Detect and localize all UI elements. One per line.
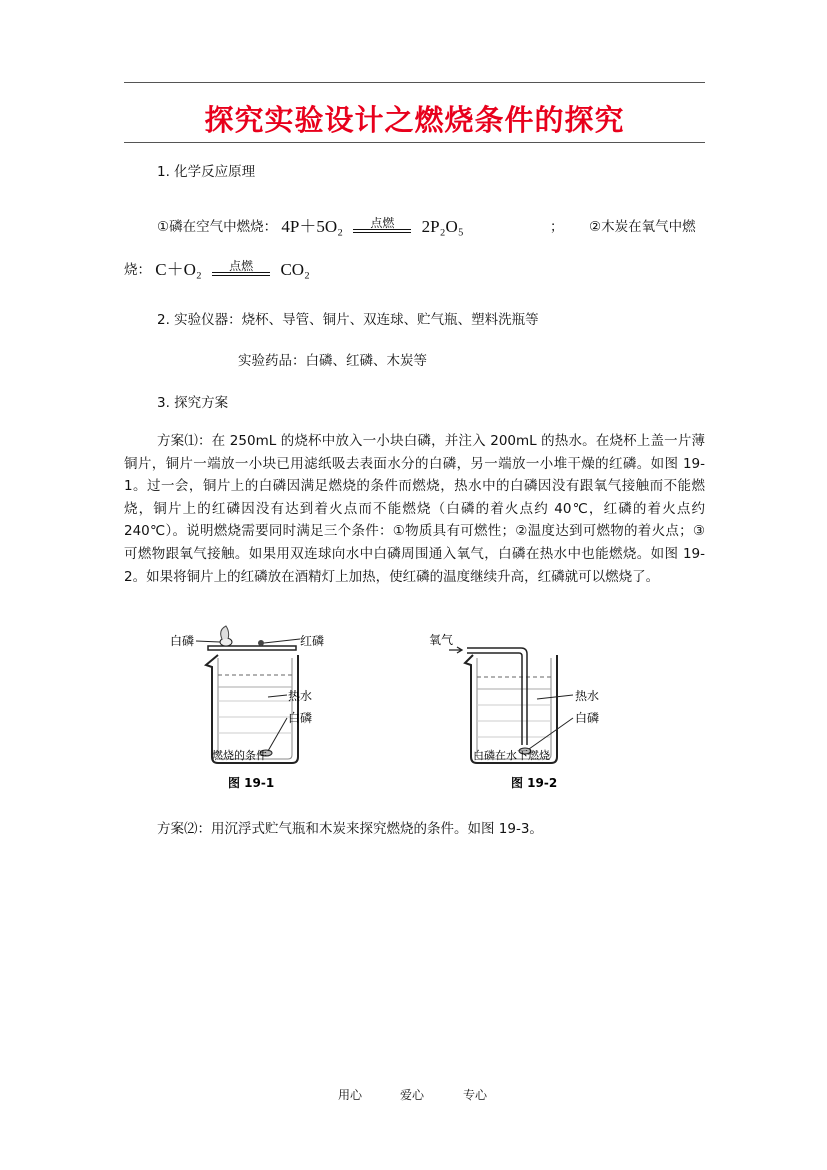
oxygen-arrow-icon: [449, 647, 462, 653]
equation-line-2: [124, 259, 310, 281]
section-heading-principle: 1. 化学反应原理: [157, 164, 256, 180]
header-rule-top: [124, 82, 705, 83]
figure-1-caption: 图 19-1: [228, 776, 275, 790]
beaker-outline: [465, 655, 557, 763]
flame: [221, 626, 229, 639]
label-red-phosphorus: 红磷: [300, 634, 325, 648]
equation-1-prefix: ①磷在空气中燃烧：: [157, 219, 278, 235]
label-hot-water: 热水: [288, 689, 313, 703]
equation-2-prefix: 烧：: [124, 262, 151, 278]
equation-2-reactants: C＋O₂: [155, 260, 202, 279]
footer-item-1: 用心: [338, 1088, 363, 1102]
equation-line-1: [157, 216, 464, 238]
equation-2-prefix-line1: ②木炭在氧气中燃: [589, 219, 696, 235]
reaction-condition-label: 点燃: [229, 259, 254, 273]
red-phosphorus: [258, 640, 264, 646]
label-white-phosphorus-top: 白磷: [170, 634, 195, 648]
label-oxygen: 氧气: [429, 633, 454, 647]
copper-plate: [208, 646, 296, 650]
beaker-outline: [206, 655, 298, 763]
label-white-phosphorus: 白磷: [575, 711, 600, 725]
reaction-condition-arrow: [210, 259, 272, 281]
header-rule-bottom: [124, 142, 705, 143]
figure-19-2: [425, 625, 615, 795]
equation-2-products: CO₂: [280, 260, 310, 279]
section-heading-apparatus: 2. 实验仪器：烧杯、导管、铜片、双连球、贮气瓶、塑料洗瓶等: [157, 312, 539, 328]
figure-19-1: [160, 625, 350, 795]
label-hot-water: 热水: [575, 689, 600, 703]
equation-1-reactants: 4P＋5O₂: [281, 217, 344, 236]
reaction-condition-arrow: [351, 216, 413, 238]
equation-separator: ；: [550, 219, 564, 235]
plan-1-paragraph: 方案⑴：在 250mL 的烧杯中放入一小块白磷，并注入 200mL 的热水。在烧杯上盖一片薄铜片，铜片一端放一小块已用滤纸吸去表面水分的白磷，另一端放一小堆干燥的红磷。如图 19-1。过一会，铜片上的白磷因满足燃烧的条件而燃烧，热水中的白磷因没有跟氧气接触而不能燃烧，铜片上的红磷因没有达到着火点而不能燃烧（白磷的着火点约 40℃，红磷的着火点约 240℃）。说明燃烧需要同时满足三个条件：①物质具有可燃性；②温度达到可燃物的着火点；③可燃物跟氧气接触。如果用双连球向水中白磷周围通入氧气，白磷在热水中也能燃烧。如图 19-2。如果将铜片上的红磷放在酒精灯上加热，使红磷的温度继续升高，红磷就可以燃烧了。: [124, 433, 705, 585]
figure-2-inner-caption: 白磷在水下燃烧: [473, 749, 550, 762]
equation-1-products: 2P₂O₅: [421, 217, 464, 236]
figure-1-inner-caption: 燃烧的条件: [212, 749, 267, 762]
white-phosphorus-top: [220, 638, 232, 646]
footer-item-2: 爱心: [400, 1088, 425, 1102]
page-title: 探究实验设计之燃烧条件的探究: [204, 103, 625, 137]
footer-item-3: 专心: [463, 1088, 488, 1102]
label-white-phosphorus-water: 白磷: [288, 711, 313, 725]
oxygen-tube: [467, 648, 527, 745]
reaction-condition-label: 点燃: [370, 216, 395, 230]
reagents-line: 实验药品：白磷、红磷、木炭等: [238, 353, 427, 369]
plan-2-paragraph: 方案⑵：用沉浮式贮气瓶和木炭来探究燃烧的条件。如图 19-3。: [157, 821, 543, 837]
section-heading-plan: 3. 探究方案: [157, 395, 229, 411]
figure-2-caption: 图 19-2: [511, 776, 558, 790]
